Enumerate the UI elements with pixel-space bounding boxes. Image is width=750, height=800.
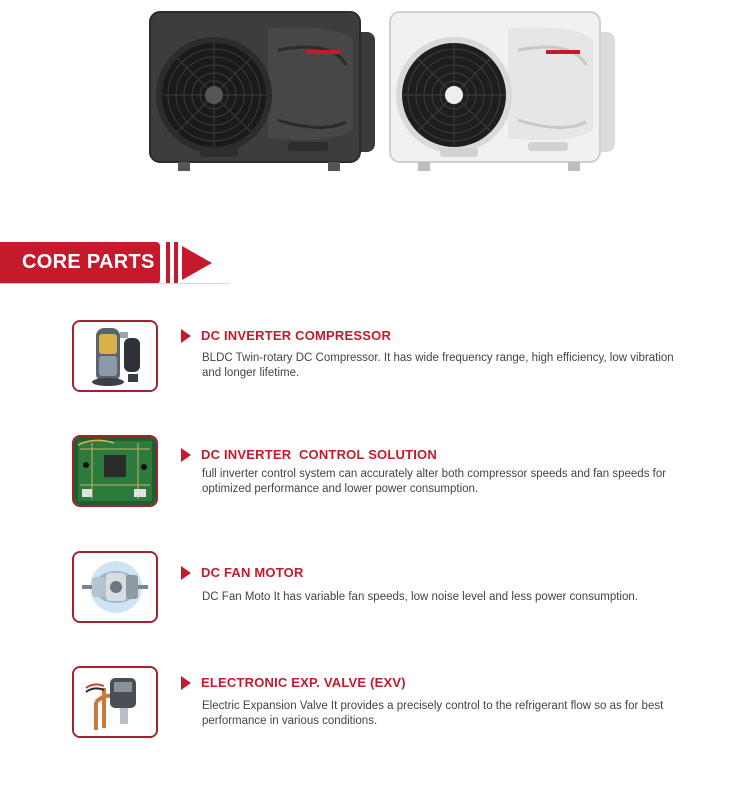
header-arrow-icon — [182, 246, 212, 280]
part-item-compressor — [0, 320, 750, 410]
part-item-control — [0, 435, 750, 525]
compressor-icon — [72, 320, 158, 392]
header-stripe — [174, 242, 178, 284]
part-title: DC INVERTER CONTROL SOLUTION — [201, 447, 437, 462]
part-title: DC FAN MOTOR — [201, 565, 304, 580]
part-item-fan-motor — [0, 551, 750, 641]
header-banner — [0, 242, 160, 284]
core-parts-header — [0, 242, 750, 284]
fan-motor-icon — [72, 551, 158, 623]
bullet-arrow-icon — [181, 329, 191, 343]
part-description: BLDC Twin-rotary DC Compressor. It has wide frequency range, high efficiency, low vibration and longer lifetime. — [202, 352, 674, 379]
heat-pump-dark-unit — [148, 10, 378, 175]
part-title: DC INVERTER COMPRESSOR — [201, 328, 392, 343]
product-images — [0, 0, 750, 200]
part-description: Electric Expansion Valve It provides a precisely control to the refrigerant flow so as for best performance in various conditions. — [202, 700, 664, 727]
circuit-board-icon — [72, 435, 158, 507]
heat-pump-white-unit — [388, 10, 618, 175]
bullet-arrow-icon — [181, 448, 191, 462]
part-description: DC Fan Moto It has variable fan speeds, low noise level and less power consumption. — [202, 591, 638, 603]
bullet-arrow-icon — [181, 566, 191, 580]
section-title: CORE PARTS — [22, 251, 155, 273]
expansion-valve-icon — [72, 666, 158, 738]
header-stripe — [166, 242, 170, 284]
part-title: ELECTRONIC EXP. VALVE (EXV) — [201, 675, 406, 690]
bullet-arrow-icon — [181, 676, 191, 690]
part-description: full inverter control system can accurately alter both compressor speeds and fan speeds for optimized performance and lower power consumption. — [202, 468, 667, 495]
part-item-exv — [0, 666, 750, 756]
header-underline — [0, 283, 230, 284]
